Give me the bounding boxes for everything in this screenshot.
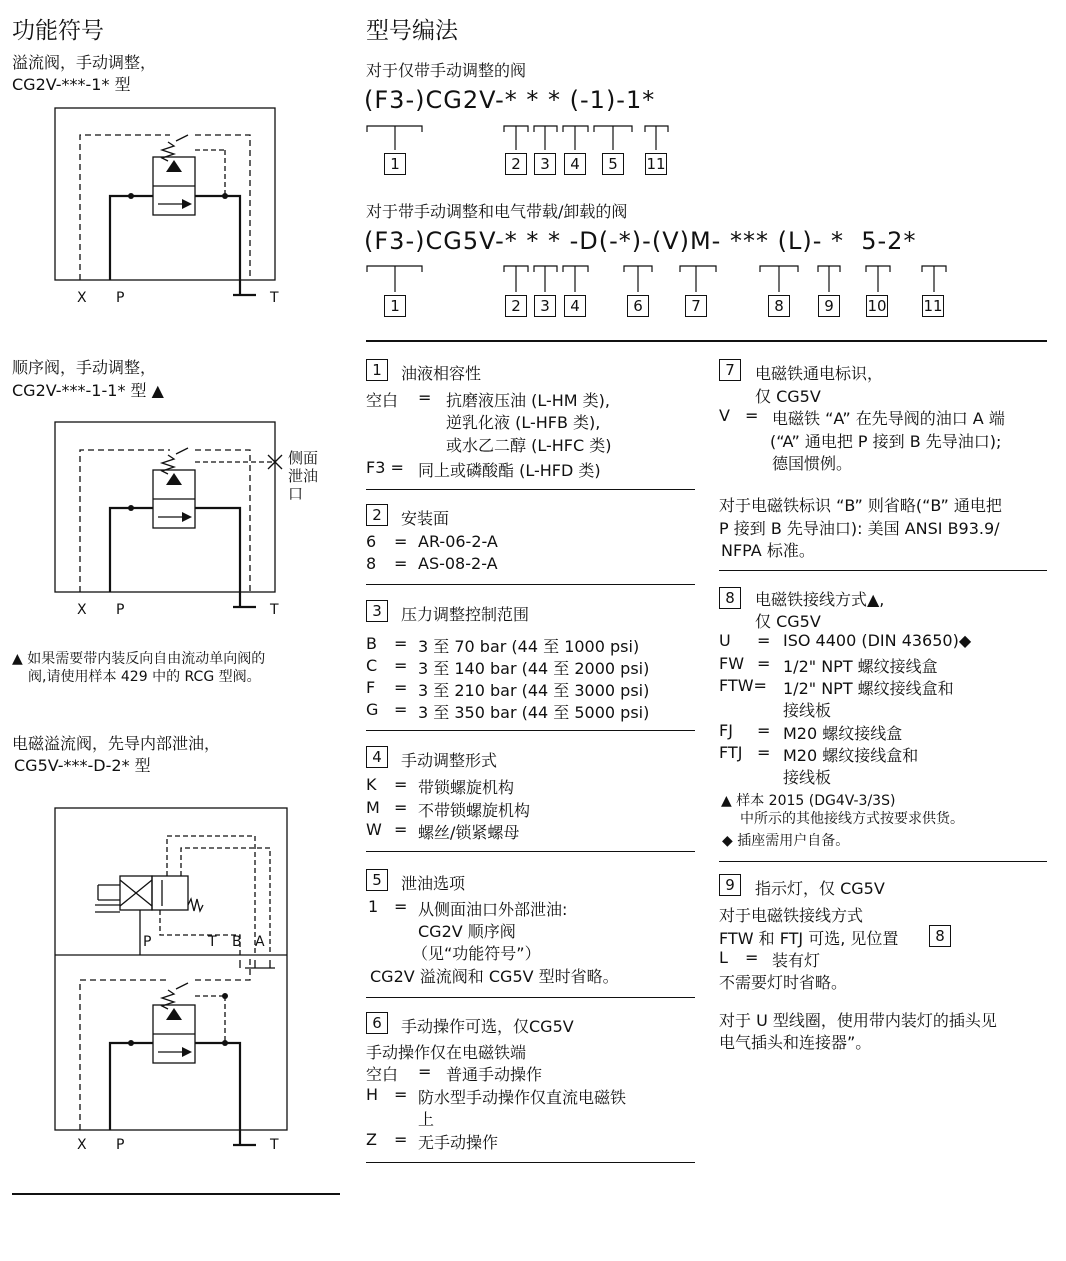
s3-row1-key: B — [366, 634, 377, 653]
code2-box-2: 2 — [505, 295, 527, 317]
s3-row3-eq: = — [394, 678, 408, 697]
s1-rule — [366, 489, 695, 490]
code1-box-3: 3 — [534, 153, 556, 175]
s7-title: 电磁铁通电标识， — [755, 364, 884, 383]
s9-ref-box: 8 — [929, 925, 951, 947]
s7-row1-val: 电磁铁 “A” 在先导阀的油口 A 端 — [772, 409, 1005, 428]
s7-rule — [719, 570, 1047, 571]
s2-row1-val: AR-06-2-A — [418, 532, 498, 551]
s8-row5-key: FTJ — [719, 743, 743, 762]
s8-note-line1: ▲ 样本 2015 (DG4V-3/3S) — [721, 793, 896, 809]
s8-row2-val: 1/2" NPT 螺纹接线盒 — [783, 657, 938, 676]
sym1-caption-line1: 溢流阀，手动调整， — [12, 53, 157, 72]
s1-row1-val: 抗磨液压油 (L-HM 类), — [446, 391, 610, 410]
s8-row5-eq: = — [757, 743, 771, 762]
s8-row2-key: FW — [719, 654, 745, 673]
code1-box-11: 11 — [646, 155, 666, 173]
s6-number-box: 6 — [366, 1012, 388, 1034]
s4-row1-key: K — [366, 775, 377, 794]
sym2-caption-line2: CG2V-***-1-1* 型 ▲ — [12, 381, 164, 400]
s4-row1-eq: = — [394, 775, 408, 794]
s5-row4: CG2V 溢流阀和 CG5V 型时省略。 — [370, 967, 619, 986]
s6-row3-key: Z — [366, 1130, 377, 1149]
code2-box-7: 7 — [685, 295, 707, 317]
s6-title: 手动操作可选，仅CG5V — [401, 1017, 574, 1036]
s3-row4-key: G — [366, 700, 379, 719]
sym2-note-line2: 阀,请使用样本 429 中的 RCG 型阀。 — [28, 669, 261, 685]
s8-row3-val-cont: 接线板 — [783, 701, 832, 720]
s6-row2-key: H — [366, 1085, 379, 1104]
code-section-rule — [366, 340, 1047, 342]
s4-title: 手动调整形式 — [401, 751, 498, 770]
s1-row3-val: 或水乙二醇 (L-HFC 类) — [446, 436, 612, 455]
s3-number-box: 3 — [366, 600, 388, 622]
s6-row1-val: 普通手动操作 — [446, 1065, 543, 1084]
s9-line4: 不需要灯时省略。 — [719, 973, 848, 992]
sym3-port-t: T — [208, 934, 217, 950]
code2-box-6: 6 — [627, 295, 649, 317]
sym3-port-b: B — [232, 934, 242, 950]
s5-number-box: 5 — [366, 869, 388, 891]
s9-line6: 电气插头和连接器”。 — [719, 1033, 872, 1052]
s6-row3-val: 无手动操作 — [418, 1133, 499, 1152]
sym2-side-drain-3: 口 — [288, 485, 304, 503]
code2-box-9: 9 — [818, 295, 840, 317]
functional-symbols-title: 功能符号 — [12, 18, 104, 44]
s1-row2-val: 逆乳化液 (L-HFB 类), — [446, 413, 601, 432]
sym1-port-x: X — [77, 290, 87, 306]
s3-row3-key: F — [366, 678, 376, 697]
sym2-port-p: P — [116, 602, 125, 618]
s1-number-box: 1 — [366, 359, 388, 381]
s4-row2-eq: = — [394, 798, 408, 817]
s6-row2-eq: = — [394, 1085, 408, 1104]
sym3-port-p: P — [143, 934, 152, 950]
s9-line3-val: 装有灯 — [772, 951, 821, 970]
s7-row1-key: V — [719, 406, 730, 425]
s2-number-box: 2 — [366, 504, 388, 526]
sym3-port-a: A — [255, 934, 265, 950]
sym3-port-p2: P — [116, 1137, 125, 1153]
s6-row3-eq: = — [394, 1130, 408, 1149]
code1-box-2: 2 — [505, 153, 527, 175]
s5-rule — [366, 997, 695, 998]
s4-rule — [366, 851, 695, 852]
code1-subtitle: 对于仅带手动调整的阀 — [366, 61, 527, 80]
s2-title: 安装面 — [401, 509, 450, 528]
sym3-port-x: X — [77, 1137, 87, 1153]
s8-row4-key: FJ — [719, 721, 733, 740]
s6-row1-key: 空白 — [366, 1065, 399, 1084]
s8-note-line2: 中所示的其他接线方式按要求供货。 — [740, 811, 964, 827]
code1-box-4: 4 — [564, 153, 586, 175]
s4-number-box: 4 — [366, 746, 388, 768]
s2-row2-key: 8 — [366, 554, 377, 573]
s3-row4-val: 3 至 350 bar (44 至 5000 psi) — [418, 703, 650, 722]
s8-title: 电磁铁接线方式▲, — [755, 590, 885, 609]
s9-line3-eq: = — [745, 948, 759, 967]
s3-title: 压力调整控制范围 — [401, 605, 530, 624]
s8-number-box: 8 — [719, 587, 741, 609]
model-code-title: 型号编法 — [366, 18, 458, 44]
sym1-port-p: P — [116, 290, 125, 306]
s4-row2-key: M — [366, 798, 380, 817]
sym2-side-drain-1: 侧面 — [288, 449, 319, 467]
s3-row3-val: 3 至 210 bar (44 至 3000 psi) — [418, 681, 650, 700]
code1-box-1: 1 — [384, 153, 406, 175]
sym2-side-drain-2: 泄油 — [288, 467, 319, 485]
s8-row2-eq: = — [757, 654, 771, 673]
s1-row4-key: F3 = — [366, 458, 404, 477]
sym3-caption-line2: CG5V-***-D-2* 型 — [14, 756, 151, 775]
sym3-caption-line1: 电磁溢流阀，先导内部泄油， — [12, 734, 221, 753]
s1-row1-key: 空白 — [366, 391, 399, 410]
s6-row2-val-cont: 上 — [418, 1110, 435, 1129]
code2-box-3: 3 — [534, 295, 556, 317]
s3-row4-eq: = — [394, 700, 408, 719]
sym2-port-x: X — [77, 602, 87, 618]
code2-box-11: 11 — [923, 297, 943, 315]
s3-row2-key: C — [366, 656, 378, 675]
s5-row1-val: 从侧面油口外部泄油: — [418, 900, 568, 919]
code2-box-10: 10 — [867, 297, 887, 315]
sym1-caption-line2: CG2V-***-1* 型 — [12, 75, 131, 94]
code1-brackets — [0, 0, 1066, 330]
s7-subtitle: 仅 CG5V — [755, 387, 821, 406]
s2-rule — [366, 584, 695, 585]
model-code-1: (F3-)CG2V-* * * (-1)-1* — [364, 86, 656, 114]
model-code-2: (F3-)CG5V-* * * -D(-*)-(V)M- *** (L)- * 5-2* — [364, 227, 917, 255]
s9-title: 指示灯，仅 CG5V — [755, 879, 885, 898]
s9-line3-key: L — [719, 948, 728, 967]
s8-row1-eq: = — [757, 631, 771, 650]
s8-row3-key: FTW= — [719, 676, 767, 695]
s4-row3-val: 螺丝/锁紧螺母 — [418, 823, 520, 842]
sym2-note-line1: ▲ 如果需要带内装反向自由流动单向阀的 — [12, 651, 266, 667]
s4-row3-eq: = — [394, 820, 408, 839]
s1-title: 油液相容性 — [401, 364, 482, 383]
s8-row5-val-cont: 接线板 — [783, 768, 832, 787]
code2-box-4: 4 — [564, 295, 586, 317]
s5-title: 泄油选项 — [401, 874, 466, 893]
s2-row2-val: AS-08-2-A — [418, 554, 498, 573]
s1-row1-eq: = — [418, 388, 432, 407]
s8-note-line3: ◆ 插座需用户自备。 — [722, 833, 850, 849]
s8-subtitle: 仅 CG5V — [755, 612, 821, 631]
s5-row2-val: CG2V 顺序阀 — [418, 922, 516, 941]
s8-row4-eq: = — [757, 721, 771, 740]
s6-rule — [366, 1162, 695, 1163]
sym2-caption-line1: 顺序阀，手动调整， — [12, 358, 157, 377]
s6-row2-val: 防水型手动操作仅直流电磁铁 — [418, 1088, 627, 1107]
s6-intro: 手动操作仅在电磁铁端 — [366, 1043, 527, 1062]
s3-rule — [366, 730, 695, 731]
s7-row1-val3: 德国惯例。 — [772, 454, 853, 473]
sym3-port-t2: T — [270, 1137, 279, 1153]
code2-subtitle: 对于带手动调整和电气带载/卸载的阀 — [366, 202, 628, 221]
s9-line1: 对于电磁铁接线方式 — [719, 906, 864, 925]
left-bottom-rule — [12, 1193, 340, 1195]
s7-para-line3: NFPA 标准。 — [721, 541, 815, 560]
s8-row1-val: ISO 4400 (DIN 43650)◆ — [783, 631, 972, 650]
s6-row1-eq: = — [418, 1062, 432, 1081]
s2-row2-eq: = — [394, 554, 408, 573]
s5-row1-key: 1 — [368, 897, 379, 916]
s9-number-box: 9 — [719, 874, 741, 896]
s8-row5-val: M20 螺纹接线盒和 — [783, 746, 919, 765]
s3-row1-val: 3 至 70 bar (44 至 1000 psi) — [418, 637, 640, 656]
s9-line5: 对于 U 型线圈，使用带内装灯的插头见 — [719, 1011, 997, 1030]
s3-row2-val: 3 至 140 bar (44 至 2000 psi) — [418, 659, 650, 678]
s4-row3-key: W — [366, 820, 382, 839]
code2-box-8: 8 — [768, 295, 790, 317]
s3-row2-eq: = — [394, 656, 408, 675]
s7-row1-eq: = — [745, 406, 759, 425]
s8-row1-key: U — [719, 631, 731, 650]
s7-para-line2: P 接到 B 先导油口): 美国 ANSI B93.9/ — [719, 519, 1000, 538]
s7-para-line1: 对于电磁铁标识 “B” 则省略(“B” 通电把 — [719, 496, 1002, 515]
s8-row3-val: 1/2" NPT 螺纹接线盒和 — [783, 679, 954, 698]
s2-row1-key: 6 — [366, 532, 377, 551]
s4-row1-val: 带锁螺旋机构 — [418, 778, 515, 797]
s1-row4-val: 同上或磷酸酯 (L-HFD 类) — [418, 461, 601, 480]
code1-box-5: 5 — [602, 153, 624, 175]
s2-row1-eq: = — [394, 532, 408, 551]
sym1-port-t: T — [270, 290, 279, 306]
sym2-port-t: T — [270, 602, 279, 618]
s7-row1-val2: (“A” 通电把 P 接到 B 先导油口); — [770, 432, 1002, 451]
s5-row3-val: （见“功能符号”） — [412, 944, 541, 963]
s8-row4-val: M20 螺纹接线盒 — [783, 724, 903, 743]
s7-number-box: 7 — [719, 359, 741, 381]
s9-line2: FTW 和 FTJ 可选, 见位置 — [719, 929, 899, 948]
s3-row1-eq: = — [394, 634, 408, 653]
s8-rule — [719, 861, 1047, 862]
s4-row2-val: 不带锁螺旋机构 — [418, 801, 531, 820]
code2-box-1: 1 — [384, 295, 406, 317]
s5-row1-eq: = — [394, 897, 408, 916]
